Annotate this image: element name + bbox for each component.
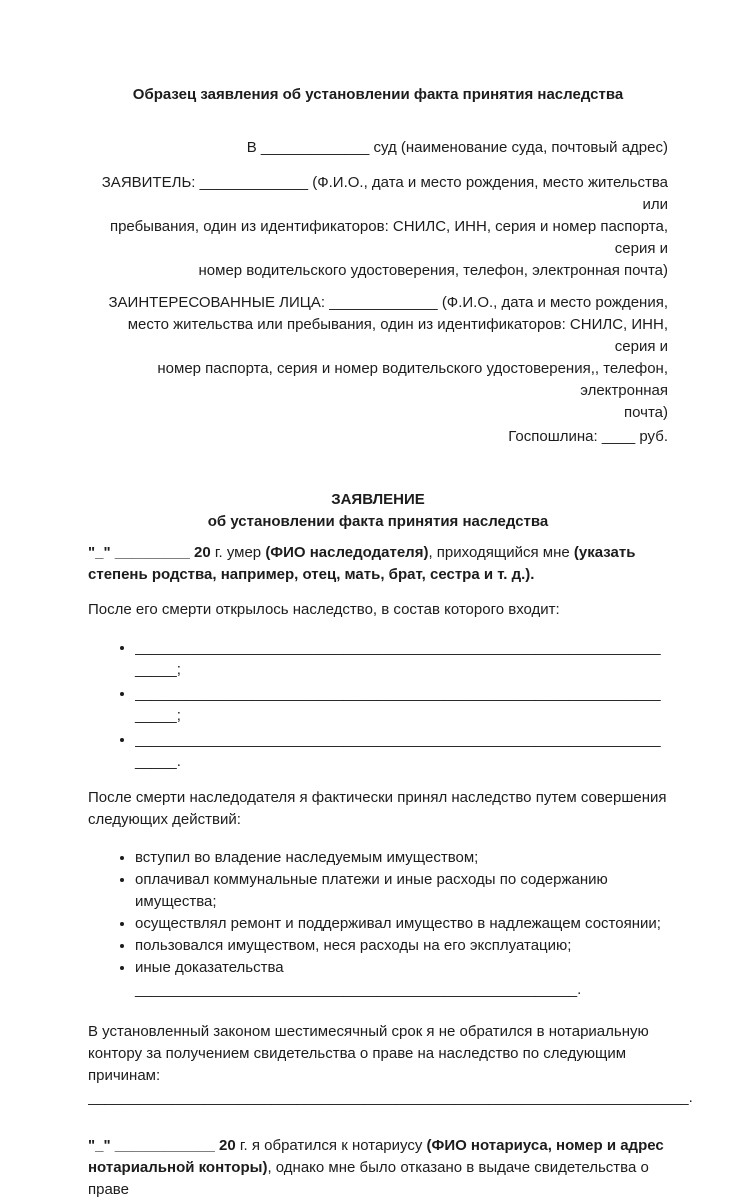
notary-deadline-paragraph bbox=[88, 1021, 693, 1109]
statement-heading bbox=[88, 489, 668, 533]
interested-line-2: место жительства или пребывания, один из идентификаторов: СНИЛС, ИНН, серия и bbox=[127, 316, 668, 355]
estate-blank-line: _______________________________________________________________ bbox=[135, 685, 661, 702]
kinship-placeholder: (указать степень родства, например, отец, мать, брат, сестра и т. д.). bbox=[88, 544, 636, 583]
death-text-1: г. умер bbox=[210, 544, 266, 561]
death-date-blank: "_" _________ 20 bbox=[88, 544, 211, 561]
estate-blank-tail: _____; bbox=[135, 707, 181, 724]
interested-line-1: ЗАИНТЕРЕСОВАННЫЕ ЛИЦА: _____________ (Ф.И.О., дата и место рождения, bbox=[108, 294, 668, 311]
death-text-2: , приходящийся мне bbox=[428, 544, 574, 561]
state-fee-line: Госпошлина: ____ руб. bbox=[508, 428, 668, 445]
statement-heading-line-2: об установлении факта принятия наследства bbox=[207, 513, 549, 530]
applicant-block bbox=[88, 172, 668, 282]
estate-blank-line: _______________________________________________________________ bbox=[135, 731, 661, 748]
actions-list bbox=[88, 847, 668, 1001]
interested-line-4: почта) bbox=[624, 404, 668, 421]
other-evidence-blank-line: _____________________________________________________. bbox=[135, 981, 582, 998]
applicant-line-1: ЗАЯВИТЕЛЬ: _____________ (Ф.И.О., дата и место рождения, место жительства или bbox=[101, 174, 668, 213]
document-title: Образец заявления об установлении факта принятия наследства bbox=[132, 86, 624, 103]
applicant-line-3: номер водительского удостоверения, телефон, электронная почта) bbox=[198, 262, 668, 279]
action-item: • осуществлял ремонт и поддерживал имущество в надлежащем состоянии; bbox=[135, 913, 668, 935]
reasons-blank-line: ________________________________________________________________________. bbox=[88, 1089, 693, 1106]
estate-blank-tail: _____; bbox=[135, 661, 181, 678]
estate-blank-tail: _____. bbox=[135, 753, 181, 770]
statement-heading-line-1: ЗАЯВЛЕНИЕ bbox=[331, 491, 425, 508]
court-line: В _____________ суд (наименование суда, почтовый адрес) bbox=[246, 139, 668, 156]
estate-item bbox=[135, 637, 668, 681]
interested-parties-block bbox=[88, 292, 668, 424]
estate-item bbox=[135, 683, 668, 727]
interested-line-3: номер паспорта, серия и номер водительского удостоверения,, телефон, электронная bbox=[157, 360, 668, 399]
action-item-label: иные доказательства bbox=[135, 959, 284, 976]
action-item bbox=[135, 957, 668, 1001]
deceased-name-placeholder: (ФИО наследодателя) bbox=[265, 544, 429, 561]
applicant-line-2: пребывания, один из идентификаторов: СНИЛС, ИНН, серия и номер паспорта, серия и bbox=[109, 218, 668, 257]
action-item: • вступил во владение наследуемым имуществом; bbox=[135, 847, 668, 869]
estate-blank-line: _______________________________________________________________ bbox=[135, 639, 661, 656]
estate-list bbox=[88, 637, 668, 773]
estate-item bbox=[135, 729, 668, 773]
action-item: • оплачивал коммунальные платежи и иные расходы по содержанию имущества; bbox=[135, 869, 668, 913]
notary-deadline-text: В установленный законом шестимесячный срок я не обратился в нотариальную контору за получением свидетельства о праве на наследство по следующим причинам: bbox=[88, 1023, 649, 1084]
estate-intro: После его смерти открылось наследство, в состав которого входит: bbox=[88, 601, 560, 618]
visit-date-blank: "_" ____________ 20 bbox=[88, 1137, 236, 1154]
visit-text-2: , однако мне было отказано в выдаче свидетельства о праве bbox=[88, 1159, 649, 1198]
notary-name-placeholder: (ФИО нотариуса, номер и адрес нотариальной конторы) bbox=[88, 1137, 664, 1176]
visit-text-1: г. я обратился к нотариусу bbox=[235, 1137, 427, 1154]
actions-intro: После смерти наследодателя я фактически принял наследство путем совершения следующих действий: bbox=[88, 789, 667, 828]
action-item: • пользовался имуществом, неся расходы на его эксплуатацию; bbox=[135, 935, 668, 957]
death-paragraph bbox=[88, 542, 668, 586]
notary-visit-paragraph bbox=[88, 1135, 668, 1201]
